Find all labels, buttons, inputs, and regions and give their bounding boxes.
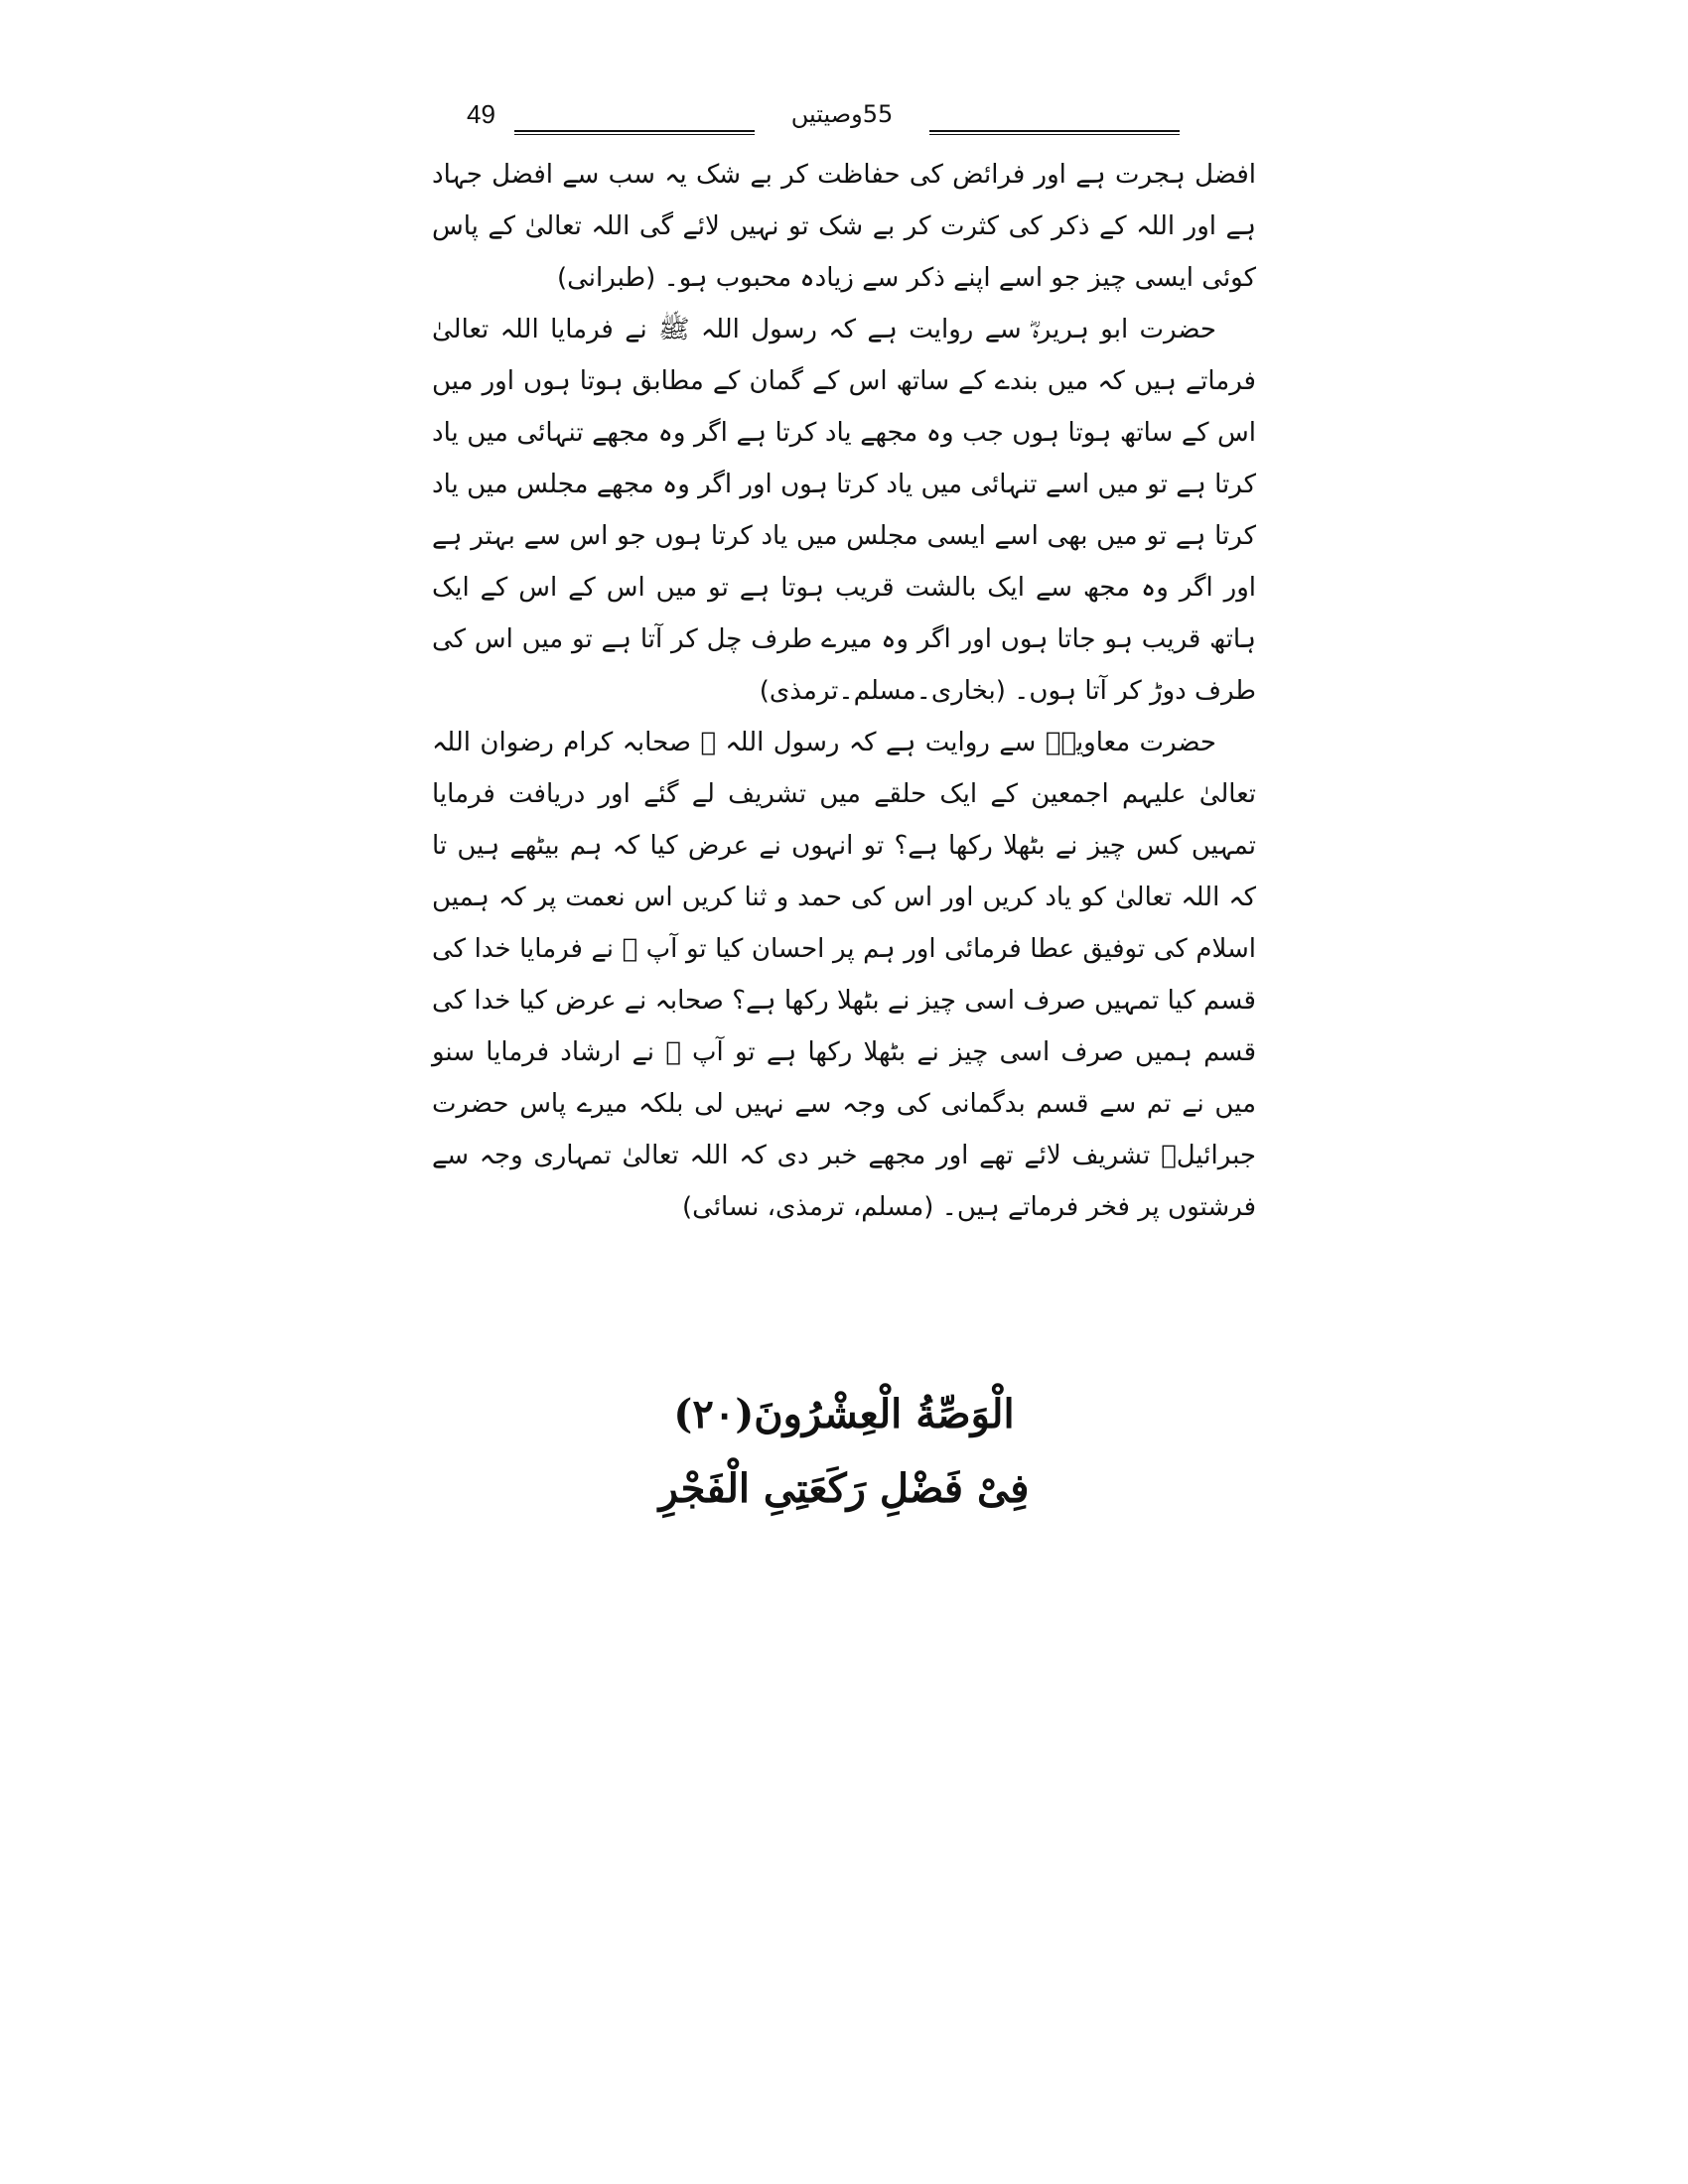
section-subheading: فِیْ فَضْلِ رَکَعَتِیِ الْفَجْرِ bbox=[658, 1465, 1030, 1512]
header-rule bbox=[514, 130, 755, 135]
running-header bbox=[467, 99, 1340, 139]
body-text bbox=[432, 149, 1256, 1233]
paragraph: حضرت معاویہؓ سے روایت ہے کہ رسول اللہ ﷺ صحابہ کرام رضوان اللہ تعالیٰ علیہم اجمعین کے ایک حلقے میں تشریف لے گئے اور دریافت فرمایا تمہیں کس چیز نے بٹھلا رکھا ہے؟ تو انہوں نے عرض کیا کہ ہم بیٹھے ہیں تا کہ اللہ تعالیٰ کو یاد کریں اور اس کی حمد و ثنا کریں اس نعمت پر کہ ہمیں اسلام کی توفیق عطا فرمائی اور ہم پر احسان کیا تو آپ ﷺ نے فرمایا خدا کی قسم کیا تمہیں صرف اسی چیز نے بٹھلا رکھا ہے؟ صحابہ نے عرض کیا خدا کی قسم ہمیں صرف اسی چیز نے بٹھلا رکھا ہے تو آپ ﷺ نے ارشاد فرمایا سنو میں نے تم سے قسم بدگمانی کی وجہ سے نہیں لی بلکہ میرے پاس حضرت جبرائیلؑ تشریف لائے تھے اور مجھے خبر دی کہ اللہ تعالیٰ تمہاری وجہ سے فرشتوں پر فخر فرماتے ہیں۔ (مسلم، ترمذی، نسائی) bbox=[432, 728, 1256, 1222]
paragraph: افضل ہجرت ہے اور فرائض کی حفاظت کر بے شک یہ سب سے افضل جہاد ہے اور اللہ کے ذکر کی کثرت کر بے شک تو نہیں لائے گی اللہ تعالیٰ کے پاس کوئی ایسی چیز جو اسے اپنے ذکر سے زیادہ محبوب ہو۔ (طبرانی) bbox=[432, 160, 1256, 293]
paragraph: حضرت ابو ہریرہؓ سے روایت ہے کہ رسول اللہ ﷺ نے فرمایا اللہ تعالیٰ فرماتے ہیں کہ میں بندے کے ساتھ اس کے گمان کے مطابق ہوتا ہوں اور میں اس کے ساتھ ہوتا ہوں جب وہ مجھے یاد کرتا ہے اگر وہ مجھے تنہائی میں یاد کرتا ہے تو میں اسے تنہائی میں یاد کرتا ہوں اور اگر وہ مجھے مجلس میں یاد کرتا ہے تو میں بھی اسے ایسی مجلس میں یاد کرتا ہوں جو اس سے بہتر ہے اور اگر وہ مجھ سے ایک بالشت قریب ہوتا ہے تو میں اس کے اس کے ایک ہاتھ قریب ہو جاتا ہوں اور اگر وہ میرے طرف چل کر آتا ہے تو میں اس کی طرف دوڑ کر آتا ہوں۔ (بخاری۔مسلم۔ترمذی) bbox=[432, 315, 1256, 706]
page-number: 49 bbox=[467, 99, 495, 129]
book-title: 55وصیتیں bbox=[790, 100, 894, 128]
header-rule bbox=[929, 130, 1180, 135]
section-heading: الْوَصِّةُ الْعِشْرُونَ(۲۰) bbox=[673, 1391, 1015, 1437]
